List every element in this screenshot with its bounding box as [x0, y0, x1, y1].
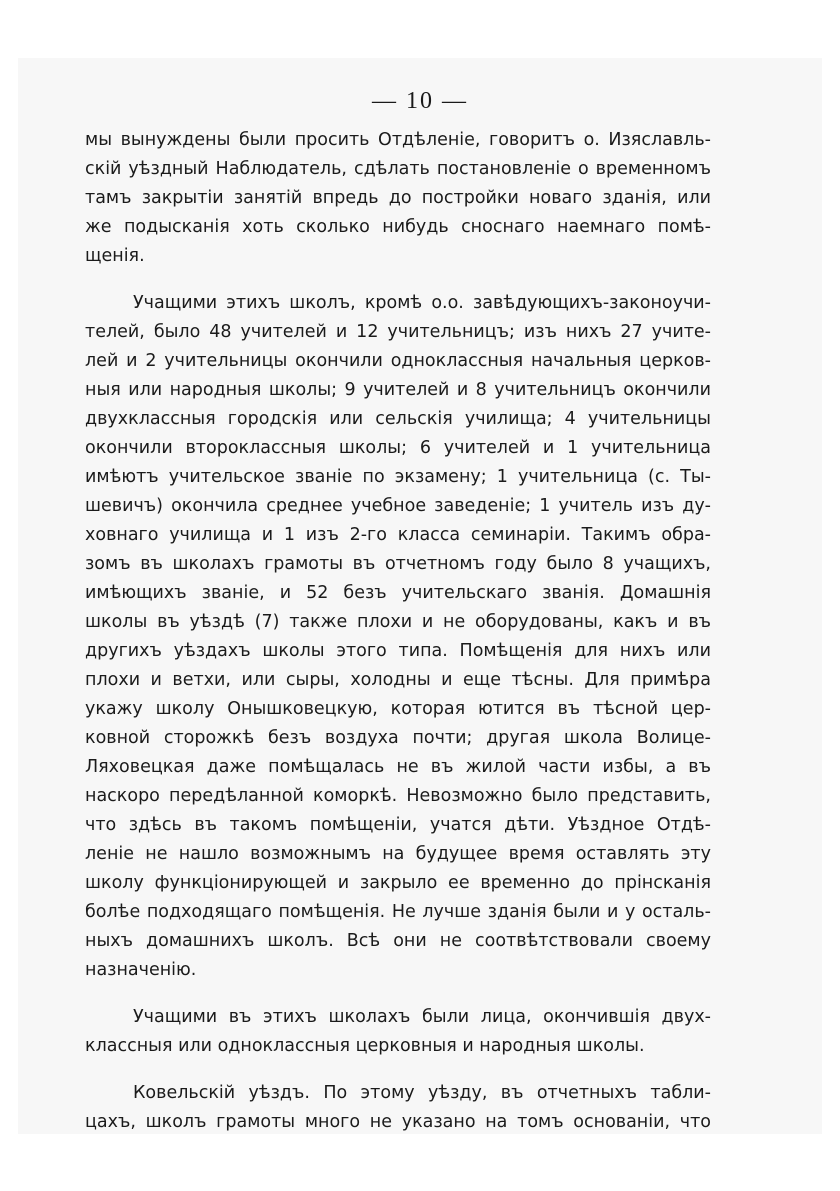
paragraph-gap	[85, 271, 711, 289]
text-line: школу функціонирующей и закрыло ее временно до прінсканія	[85, 873, 711, 893]
text-line: другихъ уѣздахъ школы этого типа. Помѣщенія для нихъ или	[85, 641, 711, 661]
text-line: двухклассныя городскія или сельскія училища; 4 учительницы	[85, 409, 711, 429]
text-line: зомъ въ школахъ грамоты въ отчетномъ году было 8 учащихъ,	[85, 554, 711, 574]
text-line: шевичъ) окончила среднее учебное заведеніе; 1 учитель изъ ду-	[85, 496, 711, 516]
text-line: имѣютъ учительское званіе по экзамену; 1 учительница (с. Ты-	[85, 467, 711, 487]
text-line: классныя или одноклассныя церковныя и народныя школы.	[85, 1036, 645, 1056]
text-line: леніе не нашло возможнымъ на будущее время оставлять эту	[85, 844, 711, 864]
text-line: Ковельскій уѣздъ. По этому уѣзду, въ отчетныхъ табли-	[133, 1083, 711, 1103]
text-line: ковной сторожкѣ безъ воздуха почти; другая школа Волице-	[85, 728, 711, 748]
text-line: наскоро передѣланной коморкѣ. Невозможно было представить,	[85, 786, 711, 806]
text-line: же подысканія хоть сколько нибудь сноснаго наемнаго помѣ-	[85, 217, 711, 237]
text-line: болѣе подходящаго помѣщенія. Не лучше зданія были и у осталь-	[85, 902, 711, 922]
text-line: Учащими въ этихъ школахъ были лица, окончившія двух-	[133, 1007, 711, 1027]
text-line: тамъ закрытіи занятій впредь до постройки новаго зданія, или	[85, 188, 711, 208]
text-line: Ляховецкая даже помѣщалась не въ жилой части избы, а въ	[85, 757, 711, 777]
paragraph-gap	[85, 985, 711, 1003]
text-line: телей, было 48 учителей и 12 учительницъ; изъ нихъ 27 учите-	[85, 322, 711, 342]
text-line: щенія.	[85, 246, 145, 266]
page-text	[85, 126, 711, 1137]
text-line: окончили второклассныя школы; 6 учителей и 1 учительница	[85, 438, 711, 458]
paragraph-4	[85, 1079, 711, 1137]
text-line: школы въ уѣздѣ (7) также плохи и не оборудованы, какъ и въ	[85, 612, 711, 632]
text-line: скій уѣздный Наблюдатель, сдѣлать постановленіе о временномъ	[85, 159, 711, 179]
text-line: ныхъ домашнихъ школъ. Всѣ они не соотвѣтствовали своему	[85, 931, 711, 951]
text-line: назначенію.	[85, 960, 197, 980]
text-line: имѣющихъ званіе, и 52 безъ учительскаго званія. Домашнія	[85, 583, 711, 603]
paragraph-1	[85, 126, 711, 271]
paragraph-gap	[85, 1061, 711, 1079]
text-line: лей и 2 учительницы окончили одноклассныя начальныя церков-	[85, 351, 711, 371]
text-line: мы вынуждены были просить Отдѣленіе, говоритъ о. Изяславль-	[85, 130, 711, 150]
text-line: цахъ, школъ грамоты много не указано на томъ основаніи, что	[85, 1112, 711, 1132]
paragraph-2	[85, 289, 711, 985]
text-line: ховнаго училища и 1 изъ 2-го класса семинаріи. Такимъ обра-	[85, 525, 711, 545]
text-line: Учащими этихъ школъ, кромѣ о.о. завѣдующихъ-законоучи-	[133, 293, 711, 313]
paragraph-3	[85, 1003, 711, 1061]
text-line: укажу школу Онышковецкую, которая ютится въ тѣсной цер-	[85, 699, 711, 719]
text-line: что здѣсь въ такомъ помѣщеніи, учатся дѣти. Уѣздное Отдѣ-	[85, 815, 711, 835]
text-line: ныя или народныя школы; 9 учителей и 8 учительницъ окончили	[85, 380, 711, 400]
page-number: — 10 —	[372, 88, 468, 114]
text-line: плохи и ветхи, или сыры, холодны и еще тѣсны. Для примѣра	[85, 670, 711, 690]
